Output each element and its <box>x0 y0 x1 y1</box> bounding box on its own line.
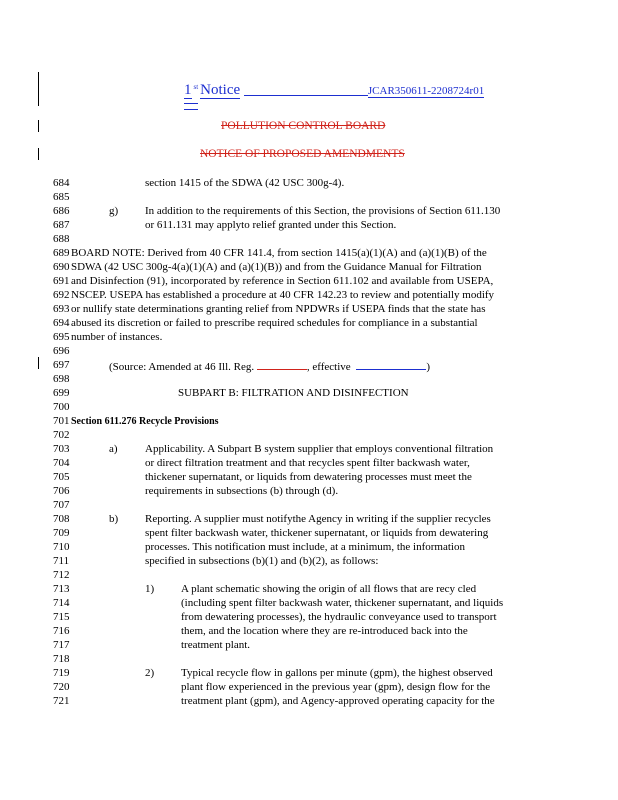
line-number: 688 <box>53 233 70 245</box>
line-number: 699 <box>53 387 70 399</box>
line-number: 693 <box>53 303 70 315</box>
line-number: 707 <box>53 499 70 511</box>
body-line: them, and the location where they are re-introduced back into the <box>181 625 468 637</box>
line-number: 717 <box>53 639 70 651</box>
line-number: 696 <box>53 345 70 357</box>
line-number: 701 <box>53 415 70 427</box>
body-line: plant flow experienced in the previous year (gpm), design flow for the <box>181 681 491 693</box>
notice-word: Notice <box>200 82 241 98</box>
line-number: 702 <box>53 429 70 441</box>
body-line: Applicability. A Subpart B system supplier that employs conventional filtration <box>145 443 494 455</box>
line-number: 700 <box>53 401 70 413</box>
line-number: 709 <box>53 527 70 539</box>
board-note-line: or nullify state determinations granting relief from NPDWRs if USEPA finds that the state has <box>71 303 486 315</box>
item-marker: a) <box>109 443 118 455</box>
body-line: or direct filtration treatment and that recycles spent filter backwash water, <box>145 457 470 469</box>
body-line: from dewatering processes), the hydraulic conveyance used to transport <box>181 611 497 623</box>
body-line: In addition to the requirements of this Section, the provisions of Section 611.130 <box>145 205 501 217</box>
change-bar <box>38 120 39 132</box>
body-line: requirements in subsections (b) through (d). <box>145 485 339 497</box>
item-marker: g) <box>109 205 119 217</box>
line-number: 718 <box>53 653 70 665</box>
body-line: or 611.131 may applyto relief granted under this Section. <box>145 219 397 231</box>
board-note-line: abused its discretion or failed to prescribe required schedules for compliance in a substantial <box>71 317 478 329</box>
change-bar <box>38 148 39 160</box>
line-number: 691 <box>53 275 70 287</box>
body-line: Typical recycle flow in gallons per minute (gpm), the highest observed <box>181 667 493 679</box>
line-number: 697 <box>53 359 70 371</box>
line-number: 704 <box>53 457 70 469</box>
line-number: 689 <box>53 247 70 259</box>
subpart-heading: SUBPART B: FILTRATION AND DISINFECTION <box>178 387 409 399</box>
notice-header <box>184 82 484 99</box>
line-number: 687 <box>53 219 70 231</box>
body-line: (including spent filter backwash water, thickener supernatant, and liquids <box>181 597 504 609</box>
item-marker: b) <box>109 513 119 525</box>
line-number: 710 <box>53 541 70 553</box>
line-number: 708 <box>53 513 70 525</box>
double-underline-mark <box>184 103 198 110</box>
board-note-line: NSCEP. USEPA has established a procedure at 40 CFR 142.23 to review and potentially modify <box>71 289 495 301</box>
line-number: 692 <box>53 289 70 301</box>
line-number: 721 <box>53 695 70 707</box>
body-line: treatment plant. <box>181 639 251 651</box>
body-line: processes. This notification must include, at a minimum, the information <box>145 541 465 553</box>
line-number: 716 <box>53 625 70 637</box>
document-code: JCAR350611-2208724r01 <box>367 85 485 97</box>
body-line: spent filter backwash water, thickener supernatant, or liquids from dewatering <box>145 527 489 539</box>
change-bar <box>38 72 39 106</box>
board-note-line: number of instances. <box>71 331 163 343</box>
line-number: 705 <box>53 471 70 483</box>
blank-volume <box>257 359 307 370</box>
line-number: 712 <box>53 569 70 581</box>
line-number: 711 <box>53 555 70 567</box>
source-text: (Source: Amended at 46 Ill. Reg. <box>109 361 257 373</box>
board-note-line: BOARD NOTE: Derived from 40 CFR 141.4, from section 1415(a)(1)(A) and (a)(1)(B) of the <box>71 247 487 259</box>
notice-subtitle: NOTICE OF PROPOSED AMENDMENTS <box>200 148 405 160</box>
section-heading: Section 611.276 Recycle Provisions <box>71 416 219 427</box>
line-number: 694 <box>53 317 70 329</box>
body-line: treatment plant (gpm), and Agency-approved operating capacity for the <box>181 695 495 707</box>
body-line: Reporting. A supplier must notifythe Agency in writing if the supplier recycles <box>145 513 491 525</box>
source-note <box>109 359 430 375</box>
line-number: 720 <box>53 681 70 693</box>
line-number: 686 <box>53 205 70 217</box>
header-underline <box>244 83 368 96</box>
item-marker: 1) <box>145 583 155 595</box>
line-number: 684 <box>53 177 70 189</box>
body-line: A plant schematic showing the origin of all flows that are recy cled <box>181 583 477 595</box>
line-number: 719 <box>53 667 70 679</box>
body-line: specified in subsections (b)(1) and (b)(2), as follows: <box>145 555 379 567</box>
change-bar <box>38 357 39 369</box>
notice-superscript: st <box>193 83 199 91</box>
source-close: ) <box>426 361 431 373</box>
line-number: 685 <box>53 191 70 203</box>
line-number: 698 <box>53 373 70 385</box>
body-line: thickener supernatant, or liquids from dewatering processes must meet the <box>145 471 472 483</box>
item-marker: 2) <box>145 667 155 679</box>
line-number: 695 <box>53 331 70 343</box>
line-number: 690 <box>53 261 70 273</box>
board-note-line: SDWA (42 USC 300g-4(a)(1)(A) and (a)(1)(B)) and from the Guidance Manual for Filtration <box>71 261 482 273</box>
board-note-line: and Disinfection (91), incorporated by reference in Section 611.102 and available from USEPA, <box>71 275 494 287</box>
blank-date <box>356 359 426 370</box>
line-number: 714 <box>53 597 70 609</box>
line-number: 706 <box>53 485 70 497</box>
notice-number: 1 <box>184 82 192 98</box>
body-line: section 1415 of the SDWA (42 USC 300g-4). <box>145 177 345 189</box>
board-title: POLLUTION CONTROL BOARD <box>221 120 386 132</box>
source-effective: , effective <box>306 361 354 373</box>
line-number: 703 <box>53 443 70 455</box>
line-number: 715 <box>53 611 70 623</box>
line-number: 713 <box>53 583 70 595</box>
